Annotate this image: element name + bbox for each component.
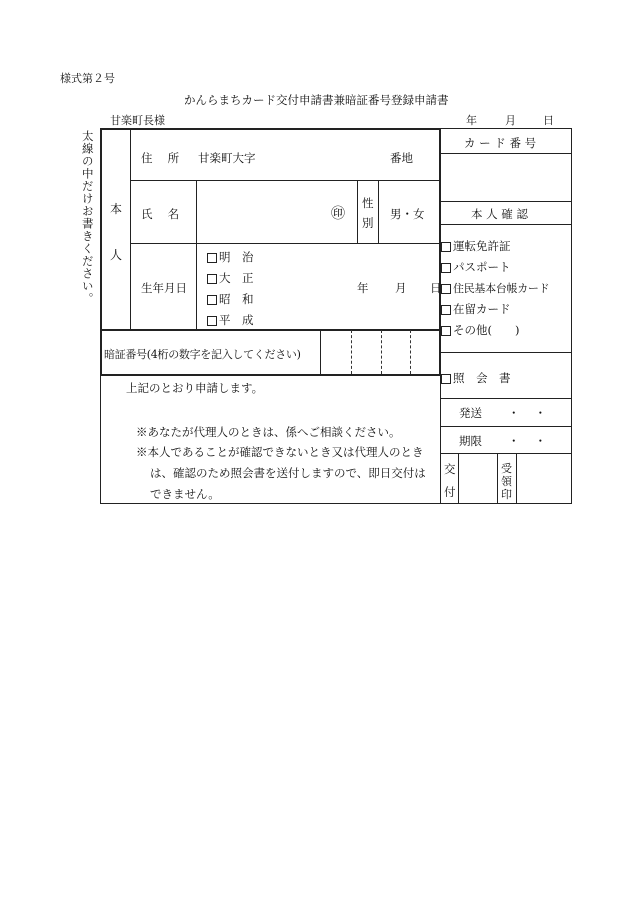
side-note: 太線の中だけお書きください。 bbox=[80, 130, 95, 305]
checkbox-icon[interactable] bbox=[207, 274, 217, 284]
identity-check-label: 本 人 確 認 bbox=[471, 207, 528, 221]
form-number: 様式第２号 bbox=[60, 72, 115, 85]
pin-input-boxes[interactable] bbox=[321, 331, 440, 374]
sent-label: 発送 bbox=[459, 406, 482, 420]
gender-label-1: 性 bbox=[362, 196, 374, 210]
inquiry-option[interactable]: 照 会 書 bbox=[441, 370, 511, 386]
checkbox-icon[interactable] bbox=[441, 263, 451, 273]
form-title: かんらまちカード交付申請書兼暗証番号登録申請書 bbox=[184, 93, 449, 107]
id-doc-residence-card[interactable]: 在留カード bbox=[441, 301, 511, 317]
receipt-label-2: 領 bbox=[501, 475, 512, 488]
id-doc-other[interactable]: その他( ) bbox=[441, 322, 519, 338]
card-number-field[interactable] bbox=[441, 154, 571, 201]
declaration: 上記のとおり申請します。 bbox=[126, 381, 264, 395]
checkbox-icon[interactable] bbox=[441, 374, 451, 384]
applicant-label-2: 人 bbox=[110, 248, 123, 262]
date-month-label: 月 bbox=[505, 114, 516, 127]
address-suffix: 番地 bbox=[390, 151, 413, 165]
note-line-4: できません。 bbox=[150, 487, 220, 501]
applicant-label-1: 本 bbox=[110, 202, 123, 216]
era-option-meiji[interactable]: 明 治 bbox=[207, 249, 254, 265]
issue-label-2: 付 bbox=[444, 485, 456, 499]
checkbox-icon[interactable] bbox=[441, 326, 451, 336]
receipt-seal-area[interactable] bbox=[517, 454, 571, 503]
note-line-2: ※本人であることが確認できないとき又は代理人のとき bbox=[136, 445, 424, 459]
id-doc-resident-card[interactable]: 住民基本台帳カード bbox=[441, 280, 549, 296]
id-doc-passport[interactable]: パスポート bbox=[441, 259, 511, 275]
seal-mark-icon: ㊞ bbox=[331, 206, 345, 222]
card-number-label: カ ー ド 番 号 bbox=[464, 136, 537, 150]
checkbox-icon[interactable] bbox=[441, 305, 451, 315]
receipt-label-1: 受 bbox=[501, 462, 512, 475]
sent-date-dots[interactable]: ・ ・ bbox=[508, 406, 547, 420]
issue-label-1: 交 bbox=[444, 462, 456, 476]
address-label: 住 所 bbox=[141, 151, 180, 165]
name-label: 氏 名 bbox=[141, 207, 180, 221]
date-day-label: 日 bbox=[543, 114, 554, 127]
checkbox-icon[interactable] bbox=[441, 242, 451, 252]
dob-label: 生年月日 bbox=[141, 281, 187, 295]
dob-month-label: 月 bbox=[395, 281, 407, 295]
era-option-heisei[interactable]: 平 成 bbox=[207, 312, 254, 328]
era-option-taisho[interactable]: 大 正 bbox=[207, 270, 254, 286]
deadline-date-dots[interactable]: ・ ・ bbox=[508, 434, 547, 448]
deadline-label: 期限 bbox=[459, 434, 482, 448]
dob-year-label: 年 bbox=[357, 281, 369, 295]
checkbox-icon[interactable] bbox=[207, 316, 217, 326]
address-prefix[interactable]: 甘楽町大字 bbox=[198, 151, 256, 165]
era-option-showa[interactable]: 昭 和 bbox=[207, 291, 254, 307]
dob-day-label: 日 bbox=[430, 281, 442, 295]
gender-label-2: 別 bbox=[362, 216, 374, 230]
pin-label: 暗証番号(4桁の数字を記入してください) bbox=[104, 348, 301, 361]
checkbox-icon[interactable] bbox=[207, 253, 217, 263]
receipt-label-3: 印 bbox=[501, 488, 512, 501]
date-year-label: 年 bbox=[466, 114, 477, 127]
id-doc-license[interactable]: 運転免許証 bbox=[441, 238, 511, 254]
checkbox-icon[interactable] bbox=[441, 284, 451, 294]
note-line-1: ※あなたが代理人のときは、係へご相談ください。 bbox=[136, 425, 401, 439]
checkbox-icon[interactable] bbox=[207, 295, 217, 305]
addressee: 甘楽町長様 bbox=[110, 114, 165, 127]
gender-options[interactable]: 男・女 bbox=[390, 207, 425, 221]
note-line-3: は、確認のため照会書を送付しますので、即日交付は bbox=[150, 466, 426, 480]
